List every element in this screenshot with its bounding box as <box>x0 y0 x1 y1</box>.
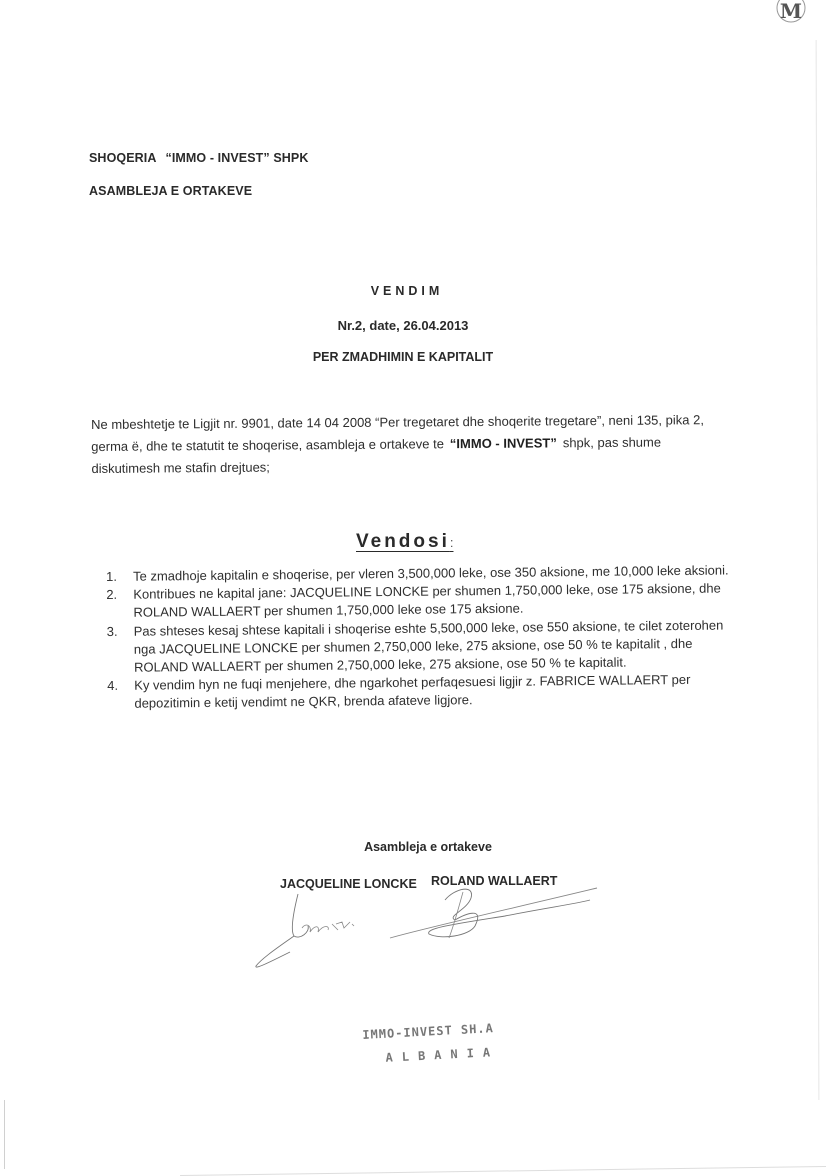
decides-heading <box>356 531 453 553</box>
decision-number-date: Nr.2, date, 26.04.2013 <box>337 318 469 333</box>
scan-edge-right <box>816 40 820 1100</box>
stamp-line-1: IMMO-INVEST SH.A <box>362 1021 495 1042</box>
item-number: 4. <box>107 678 119 694</box>
scan-edge-left <box>4 1100 5 1169</box>
item-number: 3. <box>106 623 118 639</box>
list-item <box>107 671 732 714</box>
decides-colon: : <box>449 535 454 550</box>
decision-list <box>106 561 732 713</box>
intro-company-bold: “IMMO - INVEST” <box>449 435 557 452</box>
intro-paragraph <box>91 409 731 480</box>
stamp-line-2: ALBANIA <box>385 1044 500 1065</box>
company-header <box>89 151 308 165</box>
item-text: Kontribues ne kapital jane: JACQUELINE LONCKE per shumen 1,750,000 leke, ose 175 aksione, dhe ROLAND WALLAERT per shumen 1,750,000 leke ose 175 aksione. <box>133 580 721 621</box>
signer-1-name: JACQUELINE LONCKE <box>280 877 417 891</box>
item-text: Pas shteses kesaj shtese kapitali i shoqerise eshte 5,500,000 leke, ose 550 aksione, te cilet zoterohen nga JACQUELINE LONCKE per shumen 2,750,000 leke, 275 aksione, ose 50 % te kapitalit , dhe ROLAND WALLAERT per shumen 2,750,000 leke, 275 aksione, ose 50 % te kapitalit. <box>133 617 724 675</box>
decides-label: Vendosi <box>356 531 450 552</box>
decision-subject: PER ZMADHIMIN E KAPITALIT <box>312 350 494 364</box>
signature-1 <box>250 890 380 970</box>
item-text: Te zmadhoje kapitalin e shoqerise, per vleren 3,500,000 leke, ose 350 aksione, me 10,000 leke aksioni. <box>133 562 729 584</box>
company-prefix: SHOQERIA <box>89 151 157 165</box>
signatures-heading: Asambleja e ortakeve <box>364 840 492 854</box>
company-stamp <box>362 1020 524 1066</box>
list-item <box>107 616 733 677</box>
intro-text-1: Ne mbeshtetje te Ligjit nr. 9901, date 14 04 2008 “Per tregetaret dhe shoqerite tregetare”, neni 135, pika 2, germa ë, dhe te statutit te shoqerise, asambleja e ortakeve te <box>91 412 704 454</box>
item-number: 2. <box>106 587 118 603</box>
scan-edge-bottom <box>180 1166 826 1176</box>
assembly-header: ASAMBLEJA E ORTAKEVE <box>89 184 253 198</box>
signer-2-name: ROLAND WALLAERT <box>431 874 558 888</box>
item-number: 1. <box>106 568 118 584</box>
signature-2 <box>385 880 600 950</box>
item-text: Ky vendim hyn ne fuqi menjehere, dhe ngarkohet perfaqesuesi ligjir z. FABRICE WALLAERT per depozitimin e ketij vendimt ne QKR, brenda afateve ligjore. <box>134 672 691 712</box>
company-name: “IMMO - INVEST” SHPK <box>165 151 309 165</box>
intro-text-2: shpk, pas shume diskutimesh me stafin drejtues; <box>91 434 662 476</box>
logo-letter: M <box>779 0 803 23</box>
corner-logo <box>774 0 808 26</box>
document-title: VENDIM <box>370 284 444 298</box>
